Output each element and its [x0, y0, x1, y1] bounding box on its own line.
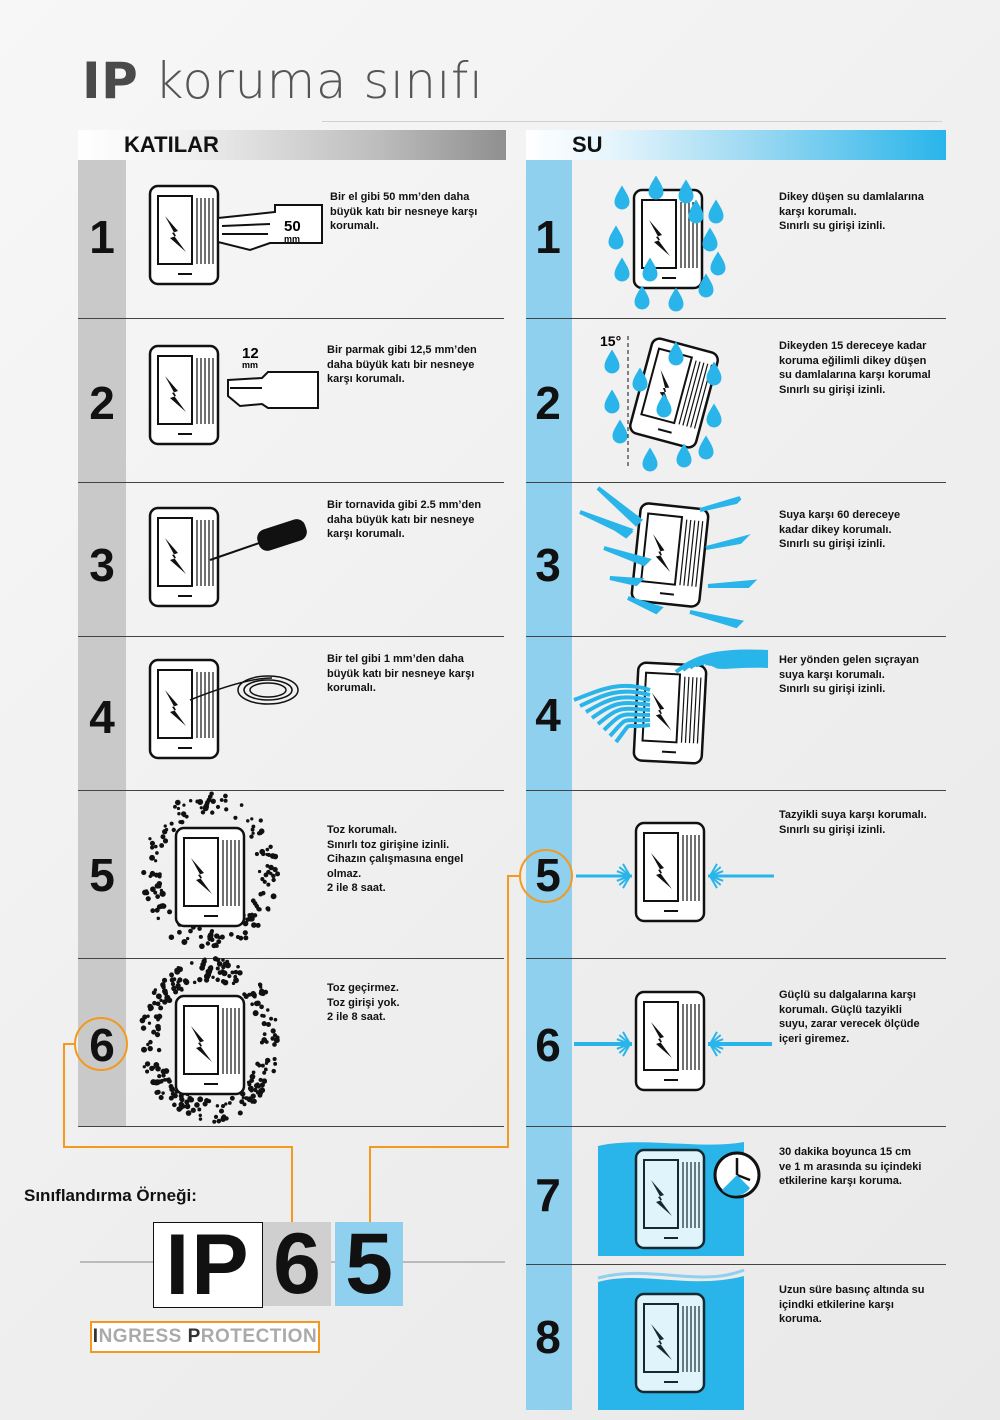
- water-3-description: Suya karşı 60 dereceye kadar dikey korumalı. Sınırlı su girişi izinli.: [779, 509, 901, 550]
- title-rest: koruma sınıfı: [154, 52, 484, 110]
- device-icon: [150, 660, 218, 758]
- water-5-description: Tazyikli suya karşı korumalı. Sınırlı su girişi izinli.: [779, 809, 927, 836]
- water-2-number: 2: [535, 377, 561, 429]
- water-4-number: 4: [535, 689, 561, 741]
- solid-6-description: Toz geçirmez. Toz girişi yok. 2 ile 8 saat.: [327, 982, 400, 1023]
- solid-2-description: Bir parmak gibi 12,5 mm’den daha büyük katı bir nesneye karşı korumalı.: [327, 344, 477, 385]
- ingress-protection-label: [90, 1321, 320, 1353]
- solid-4-description: Bir tel gibi 1 mm’den daha büyük katı bir nesneye karşı korumalı.: [327, 653, 475, 694]
- solid-1-number: 1: [89, 211, 115, 263]
- water-header: SU: [526, 130, 946, 160]
- solid-3-number: 3: [89, 539, 115, 591]
- water-3-number: 3: [535, 539, 561, 591]
- device-icon: [636, 992, 704, 1090]
- water-6-number: 6: [535, 1019, 561, 1071]
- ingress-p: P: [187, 1326, 201, 1347]
- device-icon: [176, 828, 244, 926]
- svg-text:mm: mm: [242, 360, 259, 370]
- code-water-digit: 5: [335, 1222, 403, 1306]
- svg-text:mm: mm: [284, 234, 301, 244]
- water-1-description: Dikey düşen su damlalarına karşı korumalı. Sınırlı su girişi izinli.: [779, 191, 924, 232]
- water-8-description: Uzun süre basınç altında su içindki etkilerine karşı koruma.: [779, 1284, 925, 1325]
- ingress-i: I: [92, 1326, 99, 1347]
- device-icon: [150, 508, 218, 606]
- water-2-description: Dikeyden 15 dereceye kadar koruma eğilimli dikey düşen su damlalarına karşı korumal Sınırlı su girişi izinli.: [779, 340, 931, 396]
- water-1-number: 1: [535, 211, 561, 263]
- water-4-description: Her yönden gelen sıçrayan suya karşı korumalı. Sınırlı su girişi izinli.: [779, 654, 919, 695]
- device-icon: [636, 823, 704, 921]
- water-5-number: 5: [535, 849, 561, 901]
- water-6-description: Güçlü su dalgalarına karşı korumalı. Güçlü tazyikli suyu, zarar verecek ölçüde içeri giremez.: [779, 989, 920, 1045]
- ingress-rotection: ROTECTION: [200, 1326, 318, 1347]
- finger-icon: [228, 372, 318, 408]
- marker-12: 12: [242, 345, 259, 362]
- selected-solid-circle: [74, 1017, 128, 1071]
- solid-3-description: Bir tornavida gibi 2.5 mm’den daha büyük katı bir nesneye karşı korumalı.: [327, 499, 482, 540]
- device-icon: [631, 503, 709, 608]
- solid-5-description: Toz korumalı. Sınırlı toz girişine izinli. Cihazın çalışmasına engel olmaz. 2 ile 8 saat.: [327, 824, 464, 894]
- angle-label: 15°: [600, 333, 622, 349]
- marker-50: 50: [284, 218, 301, 235]
- solid-6-number: 6: [89, 1019, 115, 1071]
- selected-water-circle: [519, 849, 573, 903]
- solid-5-number: 5: [89, 849, 115, 901]
- code-solid-digit: 6: [263, 1222, 331, 1306]
- water-7-number: 7: [535, 1169, 561, 1221]
- ingress-ngress: NGRESS: [98, 1326, 188, 1347]
- water-8-number: 8: [535, 1311, 561, 1363]
- hand-icon: [218, 205, 322, 250]
- title-bold: IP: [82, 52, 139, 110]
- solid-1-description: Bir el gibi 50 mm’den daha büyük katı bir nesneye karşı korumalı.: [330, 191, 478, 232]
- solid-4-number: 4: [89, 691, 115, 743]
- screwdriver-icon: [210, 518, 308, 560]
- clock-icon: [715, 1153, 759, 1197]
- device-icon: [150, 186, 218, 284]
- solids-header: KATILAR: [78, 130, 506, 160]
- device-icon: [176, 996, 244, 1094]
- water-tank-icon: [598, 1270, 744, 1410]
- connector-lines: [64, 876, 519, 1222]
- example-label: Sınıflandırma Örneği:: [24, 1186, 197, 1205]
- water-7-description: 30 dakika boyunca 15 cm ve 1 m arasında su içindeki etkilerine karşı koruma.: [779, 1146, 922, 1187]
- solid-2-number: 2: [89, 377, 115, 429]
- code-prefix: IP: [153, 1222, 263, 1308]
- device-icon: [150, 346, 218, 444]
